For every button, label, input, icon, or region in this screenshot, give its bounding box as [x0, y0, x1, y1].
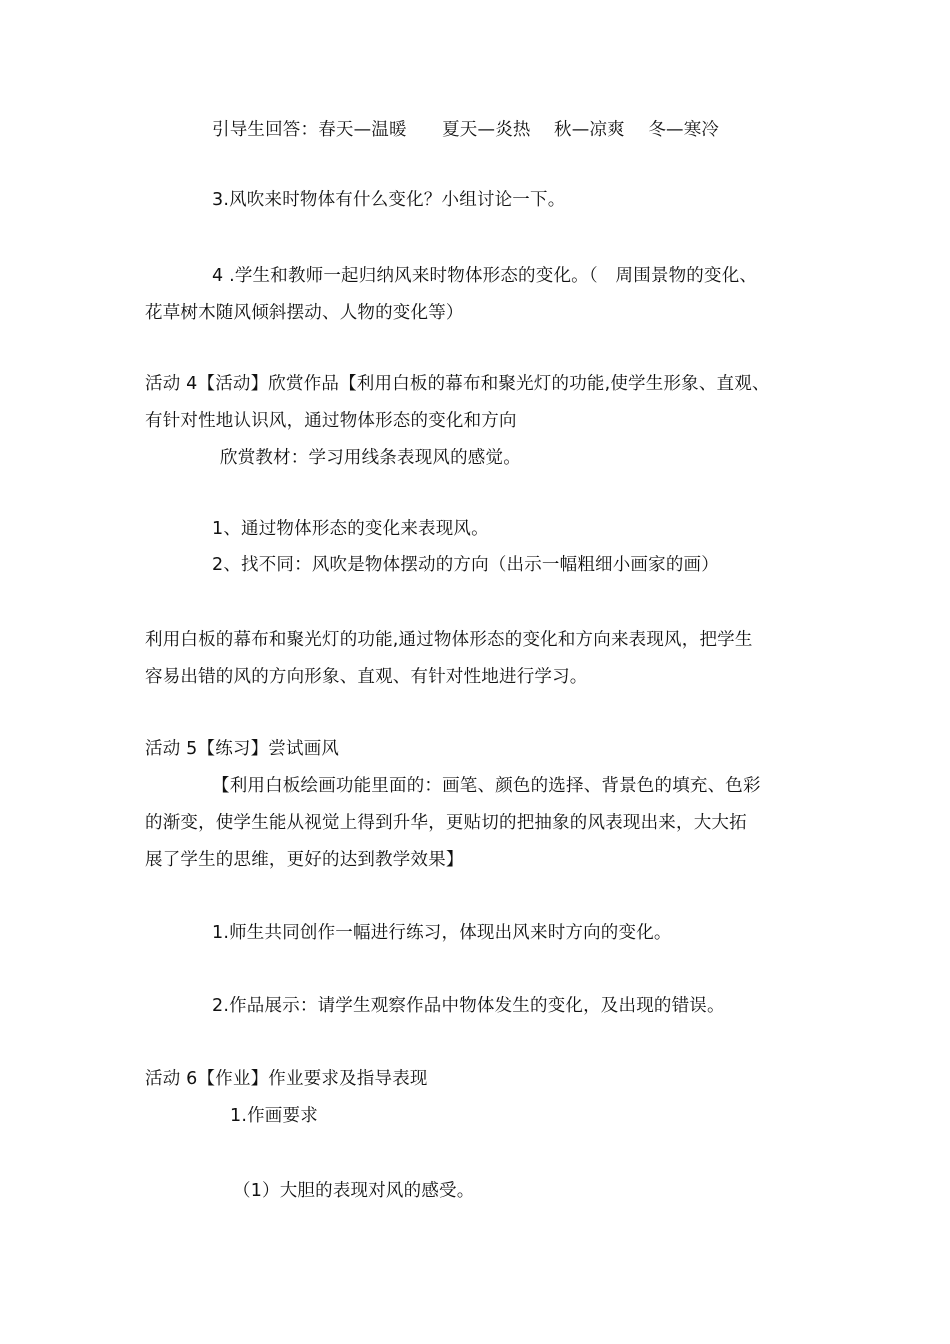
list-item-1: 1、通过物体形态的变化来表现风。	[212, 519, 489, 539]
requirement-1: （1）大胆的表现对风的感受。	[233, 1181, 475, 1201]
activity-5-paragraph-line-1: 【利用白板绘画功能里面的：画笔、颜色的选择、背景色的填充、色彩	[212, 776, 761, 796]
activity-4-heading: 活动 4【活动】欣赏作品【利用白板的幕布和聚光灯的功能,使学生形象、直观、	[145, 374, 770, 394]
list-item-2: 2、找不同：风吹是物体摆动的方向（出示一幅粗细小画家的画）	[212, 555, 719, 575]
activity-5-heading: 活动 5【练习】尝试画风	[145, 739, 340, 759]
activity-5-paragraph-line-3: 展了学生的思维，更好的达到教学效果】	[145, 850, 464, 870]
activity-4-continuation: 有针对性地认识风，通过物体形态的变化和方向	[145, 411, 517, 431]
drawing-requirements-title: 1.作画要求	[230, 1106, 318, 1126]
item-4-line: 4 .学生和教师一起归纳风来时物体形态的变化。（ 周围景物的变化、	[212, 266, 758, 286]
activity-6-heading: 活动 6【作业】作业要求及指导表现	[145, 1069, 428, 1089]
whiteboard-paragraph-line-1: 利用白板的幕布和聚光灯的功能,通过物体形态的变化和方向来表现风，把学生	[145, 630, 753, 650]
appreciation-material-line: 欣赏教材：学习用线条表现风的感觉。	[220, 448, 521, 468]
question-3-line: 3.风吹来时物体有什么变化？小组讨论一下。	[212, 190, 566, 210]
answer-seasons-line: 引导生回答：春天—温暖 夏天—炎热 秋—凉爽 冬—寒冷	[212, 120, 720, 140]
item-4-continuation-line: 花草树木随风倾斜摆动、人物的变化等）	[145, 303, 464, 323]
whiteboard-paragraph-line-2: 容易出错的风的方向形象、直观、有针对性地进行学习。	[145, 667, 588, 687]
practice-step-2: 2.作品展示：请学生观察作品中物体发生的变化，及出现的错误。	[212, 996, 725, 1016]
practice-step-1: 1.师生共同创作一幅进行练习，体现出风来时方向的变化。	[212, 923, 672, 943]
activity-5-paragraph-line-2: 的渐变，使学生能从视觉上得到升华，更贴切的把抽象的风表现出来，大大拓	[145, 813, 747, 833]
